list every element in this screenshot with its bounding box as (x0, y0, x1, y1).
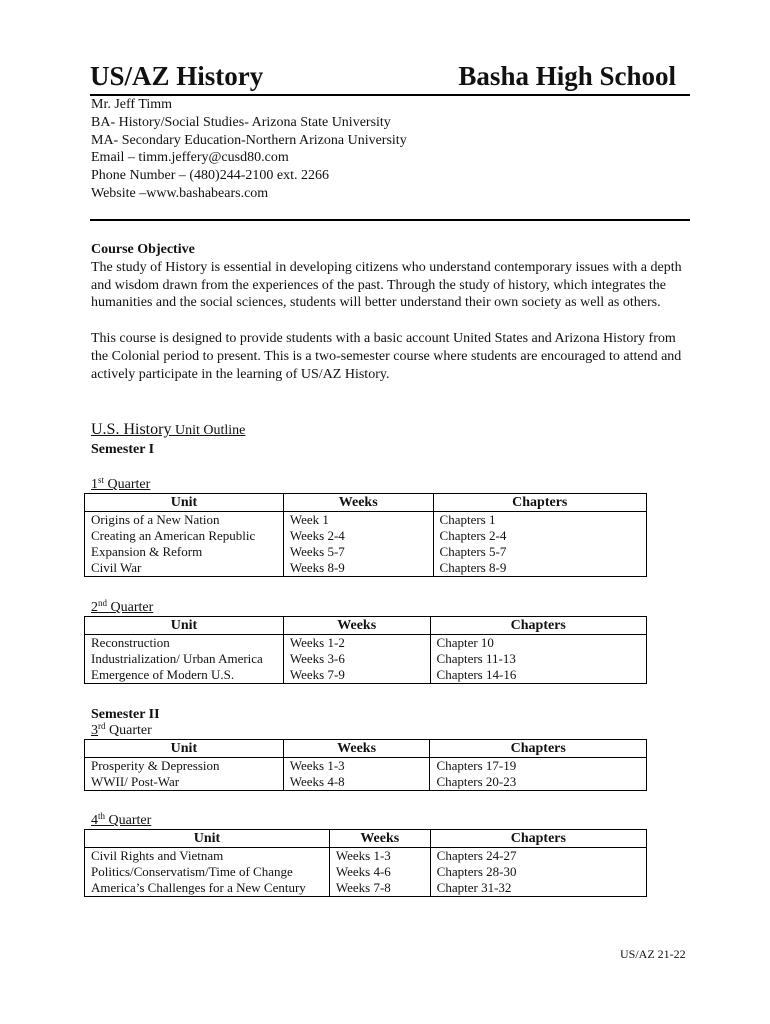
chapters-cell: Chapter 31-32 (430, 880, 646, 897)
quarter-2-table (84, 616, 647, 684)
unit-cell: Prosperity & Depression (85, 758, 284, 775)
course-title: US/AZ History (90, 61, 264, 91)
chapters-cell: Chapters 20-23 (430, 774, 647, 791)
table-header-row (85, 830, 647, 848)
weeks-cell: Weeks 3-6 (283, 651, 430, 667)
quarter-4-table (84, 829, 647, 897)
semester-1-heading: Semester I (91, 442, 155, 457)
course-objective-section (91, 241, 693, 383)
page-footer: US/AZ 21-22 (620, 947, 686, 961)
quarter-4-suffix: th (98, 811, 106, 821)
chapters-column-header: Chapters (430, 740, 647, 758)
unit-cell: Industrialization/ Urban America (85, 651, 284, 667)
chapters-cell: Chapters 17-19 (430, 758, 647, 775)
chapters-column-header: Chapters (430, 830, 646, 848)
table-row (85, 544, 647, 560)
quarter-1-number: 1 (91, 477, 98, 492)
objective-paragraph-2: This course is designed to provide students with a basic account United States and Arizona History from the Colonial period to present. This is a two-semester course where students are encouraged to attend and actively participate in the learning of US/AZ History. (91, 330, 682, 382)
quarter-1-heading (91, 476, 150, 493)
unit-cell: Creating an American Republic (85, 528, 284, 544)
title-bar (90, 58, 690, 96)
weeks-cell: Weeks 1-3 (329, 848, 430, 865)
unit-column-header: Unit (85, 830, 330, 848)
objective-heading: Course Objective (91, 242, 195, 257)
table-row (85, 880, 647, 897)
degree-ma: MA- Secondary Education-Northern Arizona University (91, 132, 407, 148)
outline-title-rest: Unit Outline (171, 423, 246, 438)
website-line: Website –www.bashabears.com (91, 185, 269, 201)
weeks-column-header: Weeks (283, 617, 430, 635)
quarter-3-label: Quarter (105, 723, 152, 738)
quarter-2-heading (91, 599, 153, 616)
unit-column-header: Unit (85, 740, 284, 758)
table-row (85, 667, 647, 684)
contact-block (91, 96, 407, 203)
table-row (85, 848, 647, 865)
weeks-cell: Weeks 4-6 (329, 864, 430, 880)
quarter-4-heading (91, 812, 151, 829)
chapters-column-header: Chapters (430, 617, 646, 635)
quarter-3-table (84, 739, 647, 791)
outline-title-main: U.S. History (91, 421, 172, 438)
table-header-row (85, 617, 647, 635)
objective-paragraph-1: The study of History is essential in developing citizens who understand contemporary issues with a depth and wisdom drawn from the experiences of the past. Through the study of history, which integrates the humanities and the social sciences, students will better understand their own society as well as others. (91, 259, 682, 311)
quarter-4-label: Quarter (105, 813, 152, 828)
email-line: Email – timm.jeffery@cusd80.com (91, 150, 289, 166)
phone-line: Phone Number – (480)244-2100 ext. 2266 (91, 168, 329, 184)
quarter-3-heading (91, 722, 152, 739)
unit-outline-title (91, 420, 245, 441)
degree-ba: BA- History/Social Studies- Arizona State University (91, 114, 391, 130)
unit-cell: Origins of a New Nation (85, 512, 284, 529)
table-row (85, 528, 647, 544)
chapters-cell: Chapters 14-16 (430, 667, 646, 684)
weeks-cell: Weeks 8-9 (283, 560, 433, 577)
chapters-cell: Chapters 8-9 (433, 560, 646, 577)
weeks-cell: Weeks 2-4 (283, 528, 433, 544)
weeks-cell: Weeks 1-3 (283, 758, 430, 775)
table-header-row (85, 740, 647, 758)
weeks-cell: Weeks 7-9 (283, 667, 430, 684)
unit-cell: America’s Challenges for a New Century (85, 880, 330, 897)
quarter-2-suffix: nd (98, 598, 107, 608)
unit-column-header: Unit (85, 494, 284, 512)
unit-cell: Politics/Conservatism/Time of Change (85, 864, 330, 880)
school-name: Basha High School (458, 61, 676, 91)
weeks-cell: Weeks 1-2 (283, 635, 430, 652)
semester-2-heading: Semester II (91, 707, 160, 722)
table-row (85, 635, 647, 652)
quarter-1-table (84, 493, 647, 577)
unit-cell: Civil Rights and Vietnam (85, 848, 330, 865)
table-row (85, 512, 647, 529)
unit-cell: WWII/ Post-War (85, 774, 284, 791)
quarter-1-suffix: st (98, 475, 105, 485)
quarter-3-number: 3 (91, 723, 98, 738)
chapters-cell: Chapters 2-4 (433, 528, 646, 544)
weeks-cell: Weeks 4-8 (283, 774, 430, 791)
weeks-column-header: Weeks (329, 830, 430, 848)
table-header-row (85, 494, 647, 512)
chapters-column-header: Chapters (433, 494, 646, 512)
weeks-column-header: Weeks (283, 740, 430, 758)
chapters-cell: Chapters 1 (433, 512, 646, 529)
weeks-cell: Week 1 (283, 512, 433, 529)
table-row (85, 651, 647, 667)
unit-cell: Emergence of Modern U.S. (85, 667, 284, 684)
chapters-cell: Chapters 24-27 (430, 848, 646, 865)
quarter-3-suffix: rd (98, 721, 106, 731)
quarter-2-label: Quarter (107, 600, 154, 615)
quarter-1-label: Quarter (104, 477, 151, 492)
chapters-cell: Chapters 5-7 (433, 544, 646, 560)
unit-cell: Civil War (85, 560, 284, 577)
weeks-cell: Weeks 7-8 (329, 880, 430, 897)
weeks-cell: Weeks 5-7 (283, 544, 433, 560)
chapters-cell: Chapter 10 (430, 635, 646, 652)
chapters-cell: Chapters 28-30 (430, 864, 646, 880)
quarter-2-number: 2 (91, 600, 98, 615)
teacher-name: Mr. Jeff Timm (91, 97, 173, 112)
table-row (85, 758, 647, 775)
unit-cell: Reconstruction (85, 635, 284, 652)
section-divider (90, 219, 690, 221)
table-row (85, 774, 647, 791)
chapters-cell: Chapters 11-13 (430, 651, 646, 667)
table-row (85, 560, 647, 577)
weeks-column-header: Weeks (283, 494, 433, 512)
table-row (85, 864, 647, 880)
unit-column-header: Unit (85, 617, 284, 635)
quarter-4-number: 4 (91, 813, 98, 828)
unit-cell: Expansion & Reform (85, 544, 284, 560)
